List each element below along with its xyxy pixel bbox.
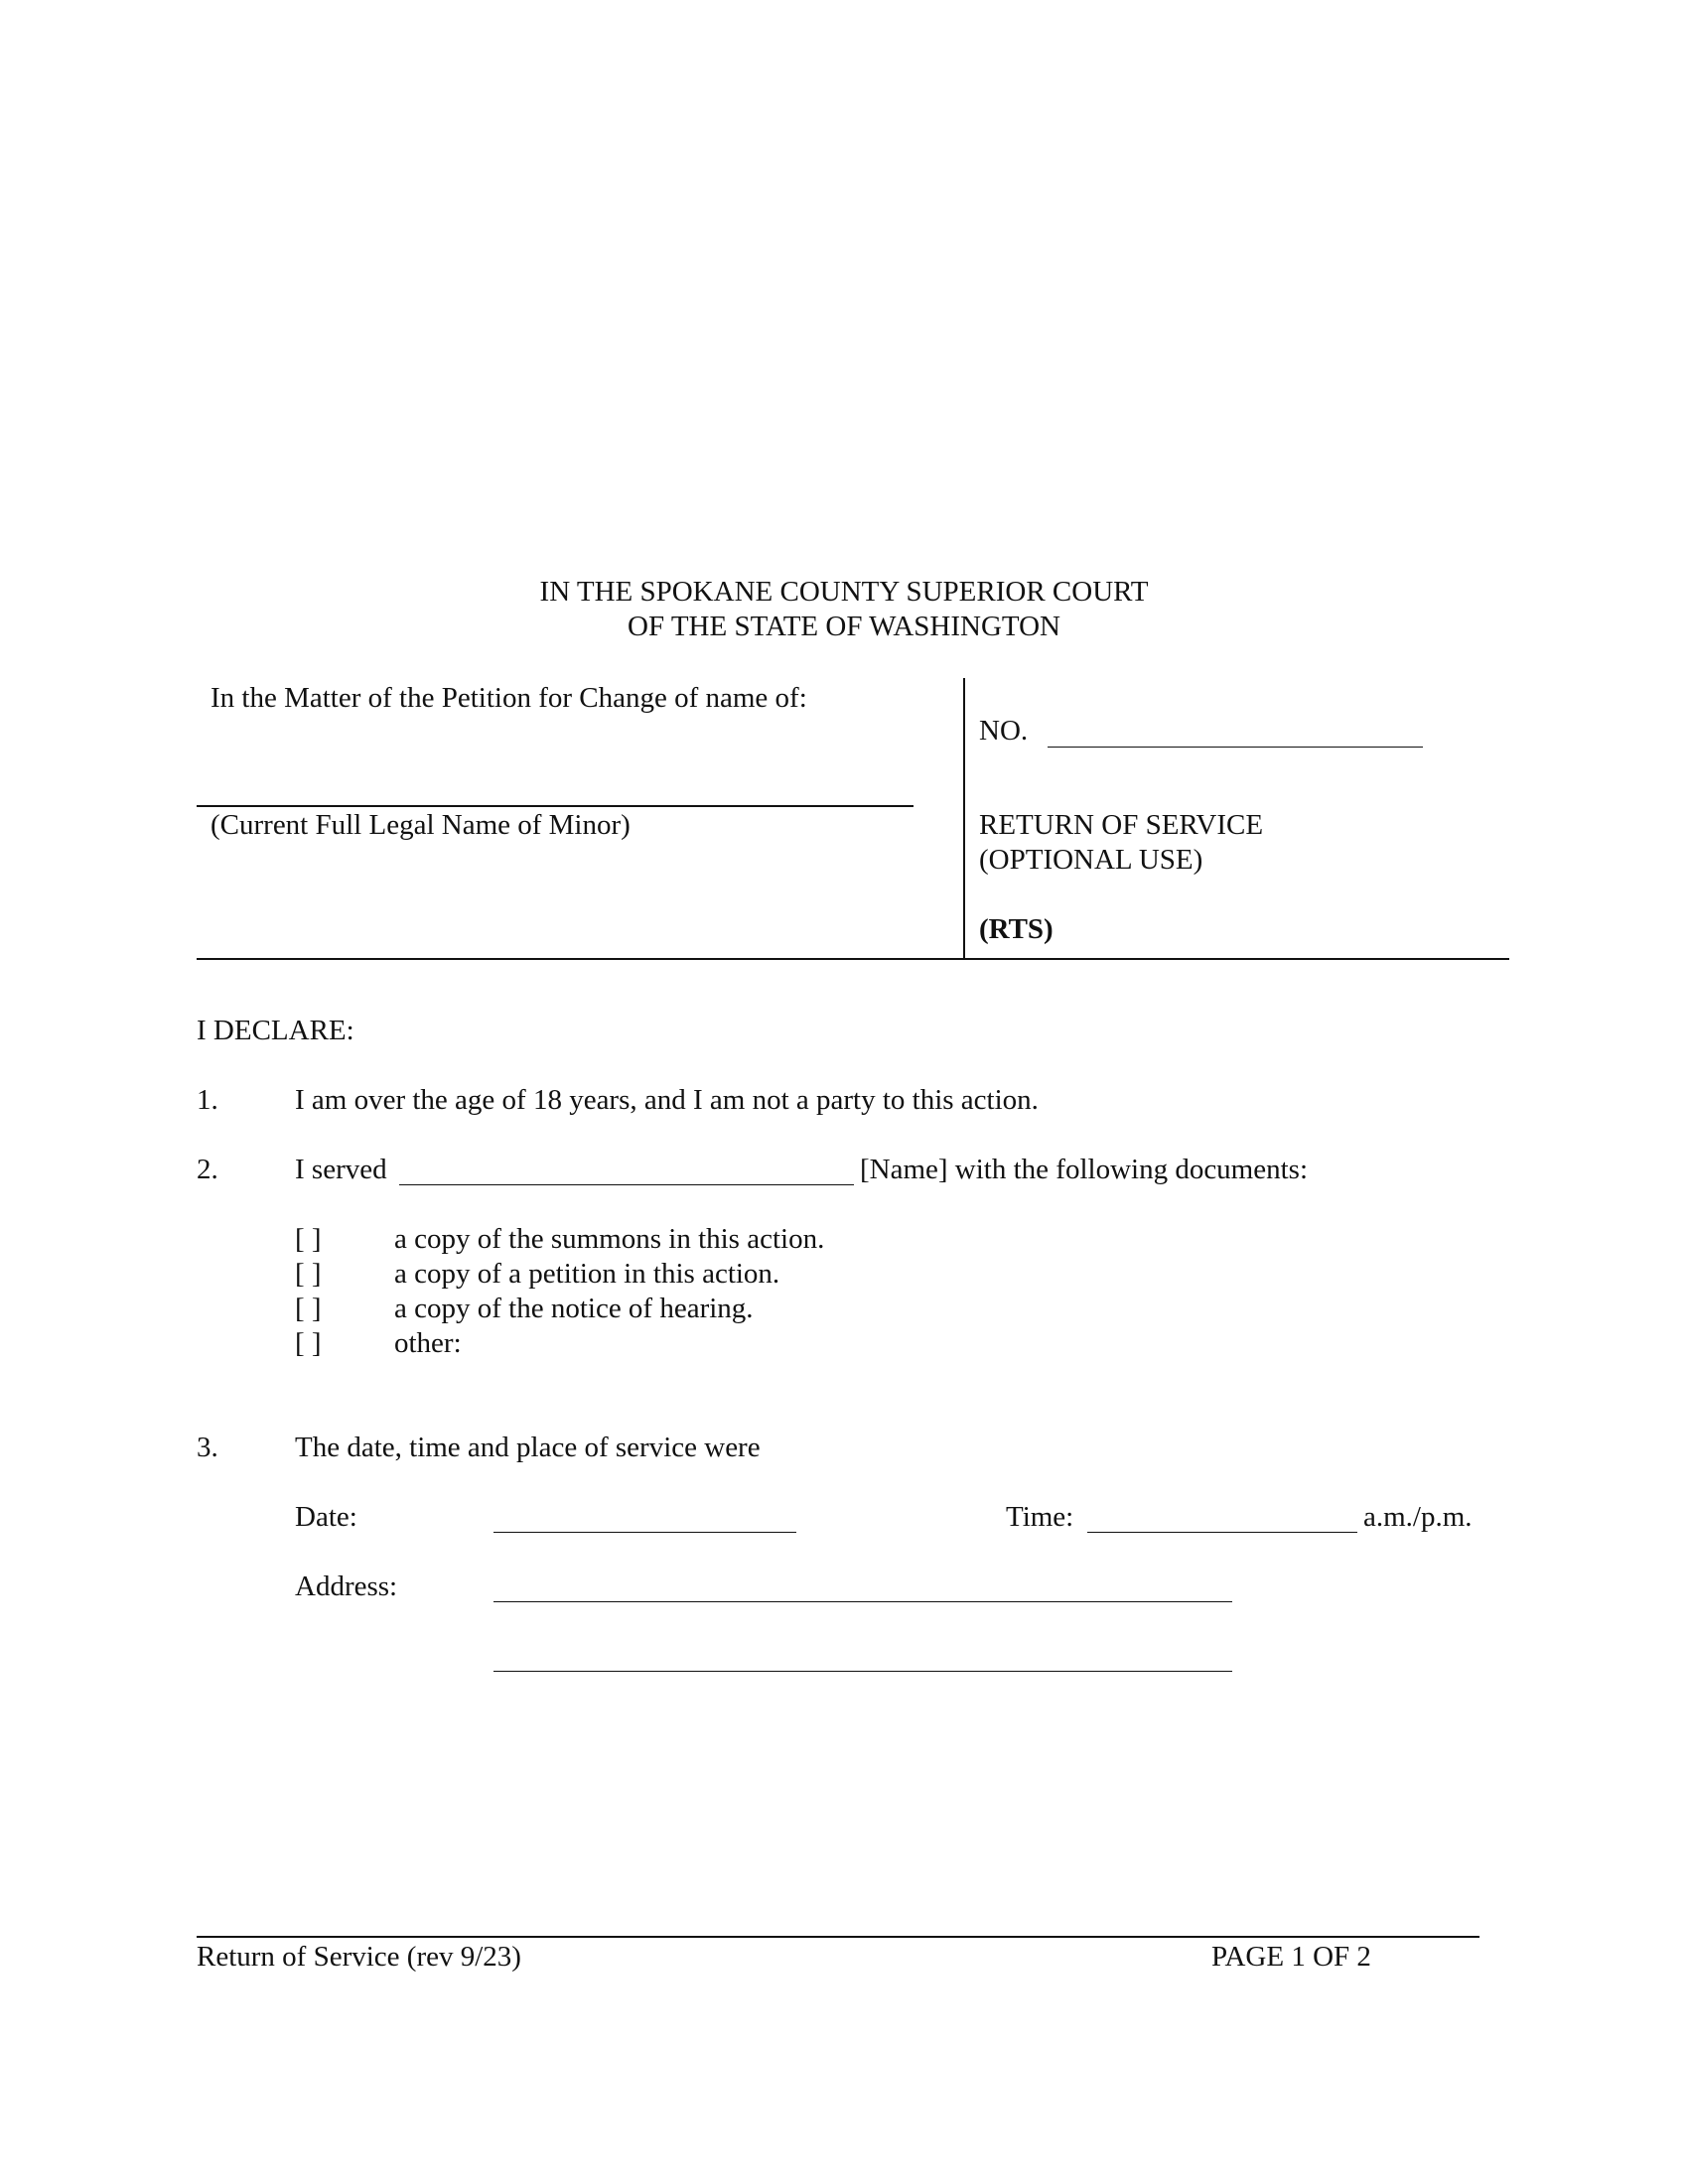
footer-rule: [197, 1936, 1479, 1938]
doc-title-line2: (OPTIONAL USE): [979, 844, 1203, 876]
doc-title-line1: RETURN OF SERVICE: [979, 809, 1264, 841]
case-number-label: NO.: [979, 715, 1029, 747]
item3-text: The date, time and place of service were: [295, 1432, 761, 1463]
time-label: Time:: [1006, 1501, 1074, 1533]
served-name-field[interactable]: [399, 1184, 854, 1185]
name-underline: [197, 805, 914, 807]
date-label: Date:: [295, 1501, 357, 1533]
checkbox-summons-label: a copy of the summons in this action.: [394, 1223, 825, 1255]
name-label: (Current Full Legal Name of Minor): [211, 809, 631, 841]
address-field-line1[interactable]: [493, 1601, 1232, 1602]
doc-code: (RTS): [979, 913, 1054, 945]
checkbox-other-label: other:: [394, 1327, 462, 1359]
item2-number: 2.: [197, 1154, 218, 1185]
address-field-line2[interactable]: [493, 1671, 1232, 1672]
time-field[interactable]: [1087, 1532, 1357, 1533]
checkbox-summons[interactable]: [ ]: [295, 1223, 322, 1255]
item1-text: I am over the age of 18 years, and I am not a party to this action.: [295, 1084, 1039, 1116]
item1-number: 1.: [197, 1084, 218, 1116]
matter-text: In the Matter of the Petition for Change of name of:: [211, 682, 807, 714]
checkbox-notice[interactable]: [ ]: [295, 1293, 322, 1324]
address-label: Address:: [295, 1570, 398, 1602]
case-number-field[interactable]: [1048, 747, 1423, 748]
declare-heading: I DECLARE:: [197, 1015, 354, 1046]
caption-bottom-rule: [197, 958, 1509, 960]
footer-form-id: Return of Service (rev 9/23): [197, 1941, 521, 1973]
ampm-label: a.m./p.m.: [1363, 1501, 1473, 1533]
checkbox-notice-label: a copy of the notice of hearing.: [394, 1293, 754, 1324]
caption-divider: [963, 678, 965, 958]
court-heading-line2: OF THE STATE OF WASHINGTON: [628, 611, 1060, 642]
checkbox-petition-label: a copy of a petition in this action.: [394, 1258, 780, 1290]
checkbox-other[interactable]: [ ]: [295, 1327, 322, 1359]
item3-number: 3.: [197, 1432, 218, 1463]
item2-prefix: I served: [295, 1154, 387, 1185]
court-heading-line1: IN THE SPOKANE COUNTY SUPERIOR COURT: [539, 576, 1149, 608]
date-field[interactable]: [493, 1532, 796, 1533]
footer-page-number: PAGE 1 OF 2: [1211, 1941, 1371, 1973]
checkbox-petition[interactable]: [ ]: [295, 1258, 322, 1290]
item2-suffix: [Name] with the following documents:: [860, 1154, 1309, 1185]
